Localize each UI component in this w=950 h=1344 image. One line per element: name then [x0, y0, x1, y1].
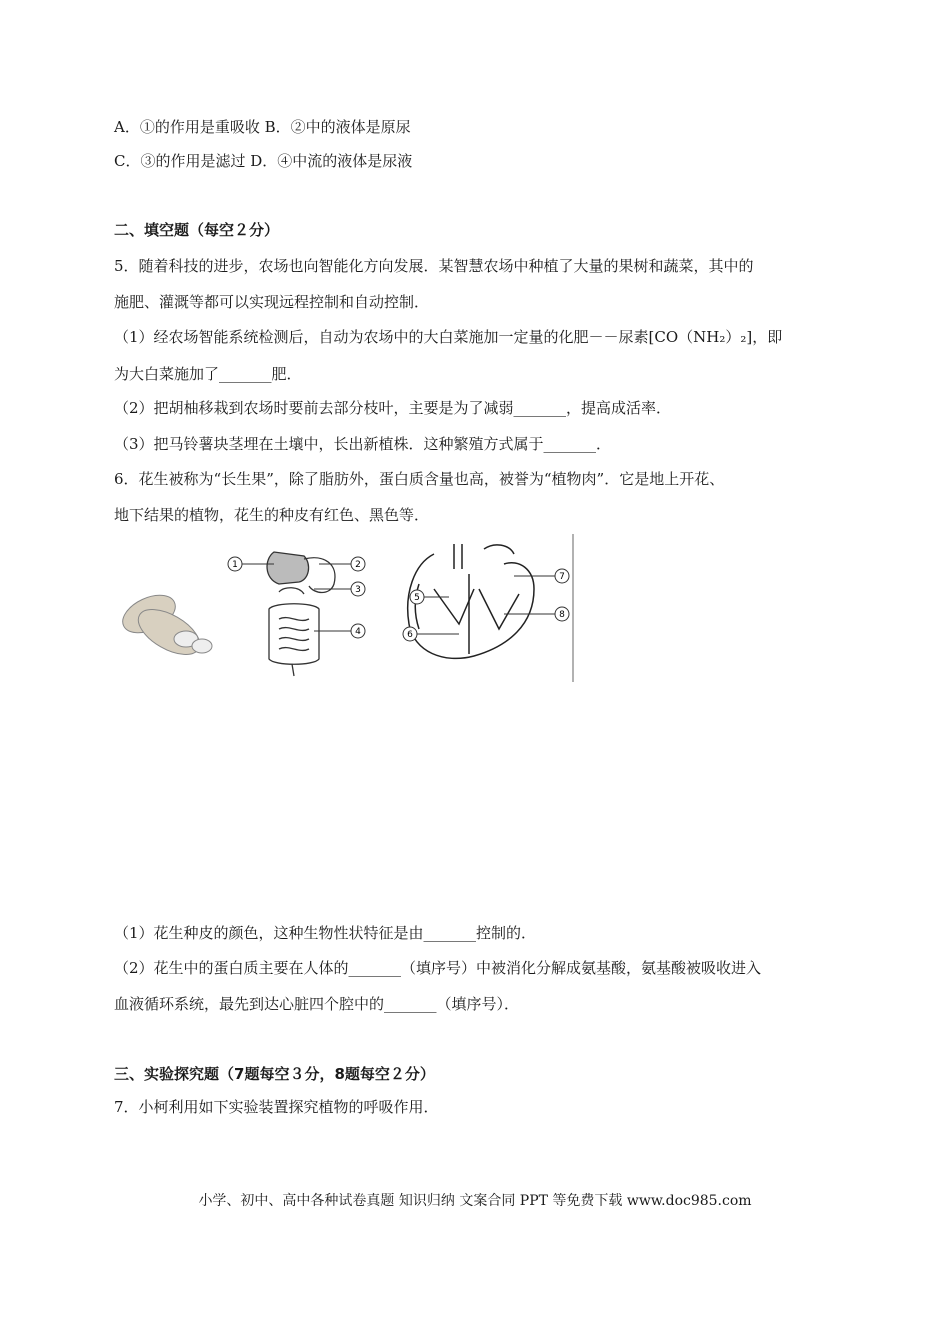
question-6-line-1: 6．花生被称为“长生果”，除了脂肪外，蛋白质含量也高，被誉为“植物肉”．它是地上开花、 — [114, 470, 725, 488]
section-heading-fill-in: 二、填空题（每空２分） — [114, 221, 280, 239]
question-5-part-1b: 为大白菜施加了_______肥． — [114, 365, 302, 383]
question-6-line-2: 地下结果的植物，花生的种皮有红色、黑色等． — [114, 506, 430, 524]
label-2: 2 — [355, 560, 361, 570]
label-7: 7 — [559, 572, 565, 582]
figure-svg — [114, 534, 576, 682]
label-8: 8 — [559, 610, 565, 620]
option-line-ab: A．①的作用是重吸收 B．②中的液体是原尿 — [114, 118, 411, 136]
digestive-system-icon — [267, 552, 335, 676]
label-1: 1 — [232, 560, 238, 570]
label-3: 3 — [355, 585, 361, 595]
label-6: 6 — [407, 630, 413, 640]
question-5-part-1a: （1）经农场智能系统检测后，自动为农场中的大白菜施加一定量的化肥－－尿素[CO（NH₂）₂]，即 — [114, 328, 783, 346]
question-6-part-2a: （2）花生中的蛋白质主要在人体的_______（填序号）中被消化分解成氨基酸，氨基酸被吸收进入 — [114, 959, 762, 977]
label-5: 5 — [414, 593, 420, 603]
heart-labels — [403, 569, 569, 641]
heart-diagram-icon — [408, 544, 534, 658]
question-5-line-1: 5．随着科技的进步，农场也向智能化方向发展．某智慧农场中种植了大量的果树和蔬菜，其中的 — [114, 257, 754, 275]
question-5-part-2: （2）把胡柚移栽到农场时要前去部分枝叶，主要是为了减弱_______，提高成活率． — [114, 399, 672, 417]
question-6-part-1: （1）花生种皮的颜色，这种生物性状特征是由_______控制的． — [114, 924, 537, 942]
question-6-part-2b: 血液循环系统，最先到达心脏四个腔中的_______（填序号）． — [114, 995, 520, 1013]
question-7: 7．小柯利用如下实验装置探究植物的呼吸作用． — [114, 1098, 439, 1116]
page-footer: 小学、初中、高中各种试卷真题 知识归纳 文案合同 PPT 等免费下载 www.doc985.com — [198, 1193, 752, 1209]
section-heading-experiment: 三、实验探究题（7题每空３分，8题每空２分） — [114, 1065, 435, 1083]
peanut-icon — [117, 588, 212, 664]
peanut-digestion-heart-figure — [114, 534, 576, 682]
question-5-part-3: （3）把马铃薯块茎埋在土壤中，长出新植株．这种繁殖方式属于_______． — [114, 435, 612, 453]
option-line-cd: C．③的作用是滤过 D．④中流的液体是尿液 — [114, 152, 413, 170]
label-4: 4 — [355, 627, 361, 637]
question-5-line-2: 施肥、灌溉等都可以实现远程控制和自动控制． — [114, 293, 430, 311]
